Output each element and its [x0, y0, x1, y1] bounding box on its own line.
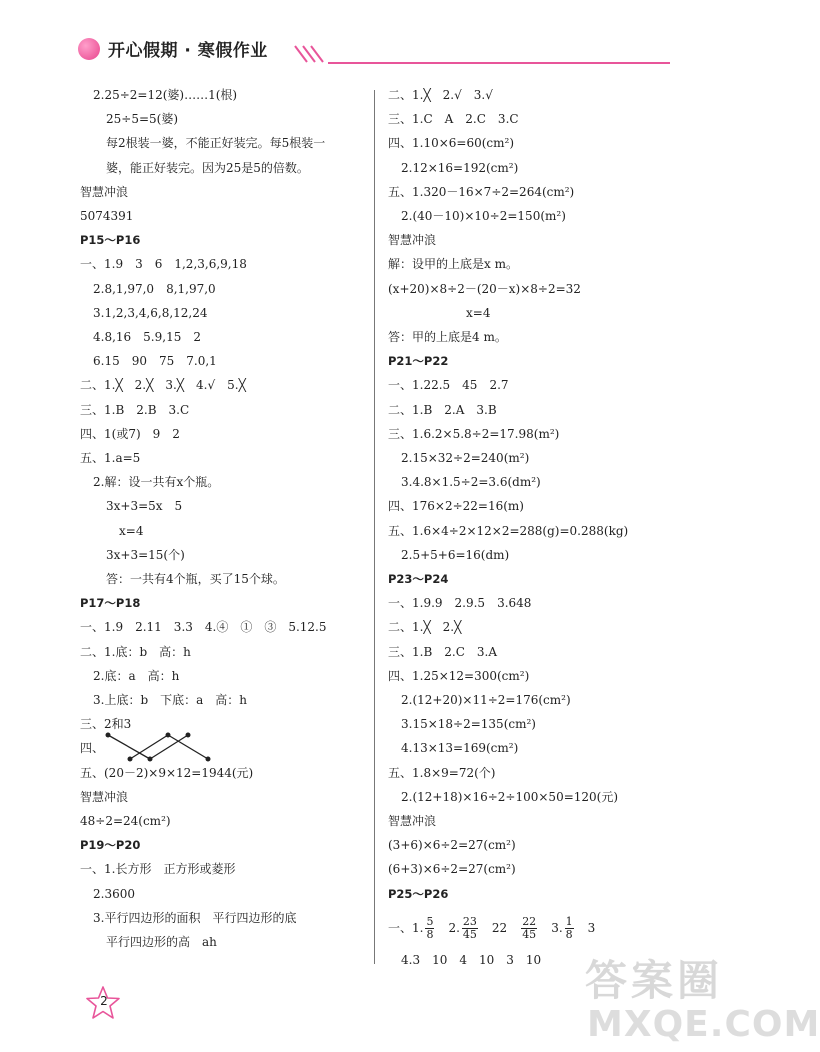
answer-line: 一、1.9 2.11 3.3 4.④ ① ③ 5.12.5	[80, 620, 327, 635]
answer-line: 2.(40－10)×10÷2=150(m²)	[401, 209, 566, 223]
answer-line: 三、1.C A 2.C 3.C	[388, 112, 519, 127]
answer-line: 智慧冲浪	[80, 789, 129, 804]
answer-line: 四、1.25×12=300(cm²)	[388, 668, 530, 683]
answer-line: 智慧冲浪	[388, 233, 437, 248]
answer-line: 2.底：a 高：h	[93, 668, 180, 683]
answer-line: 五、1.8×9=72(个)	[388, 765, 496, 780]
fraction-numerator: 22	[522, 914, 537, 928]
answer-line: (3+6)×6÷2=27(cm²)	[388, 838, 516, 853]
answer-line: 48÷2=24(cm²)	[80, 814, 171, 828]
answer-line: 3.平行四边形的面积 平行四边形的底	[93, 910, 297, 925]
answer-line: 2.5+5+6=16(dm)	[401, 547, 510, 562]
section-heading: P21～P22	[388, 354, 449, 369]
answer-line: 智慧冲浪	[80, 184, 129, 199]
header-title: 开心假期 · 寒假作业	[108, 41, 268, 61]
watermark-en: MXQE.COM	[587, 1004, 820, 1045]
section-heading: P17～P18	[80, 596, 141, 611]
answer-line: 3.15×18÷2=135(cm²)	[401, 717, 536, 732]
matching-line	[150, 735, 188, 759]
section-heading: P23～P24	[388, 572, 449, 586]
pink-circle-icon	[78, 38, 100, 60]
answer-line: 五、1.320－16×7÷2=264(cm²)	[388, 184, 575, 199]
answer-line: 2.12×16=192(cm²)	[401, 160, 519, 175]
answer-line: 2.15×32÷2=240(m²)	[401, 451, 530, 465]
answer-line: 每2根装一婆，不能正好装完。每5根装一	[106, 136, 326, 151]
answer-line: 三、1.B 2.B 3.C	[80, 402, 190, 417]
section-heading: P25～P26	[388, 886, 449, 901]
slash-decoration-icon	[293, 44, 329, 64]
answer-line: 平行四边形的高 ah	[106, 935, 217, 949]
fraction-denominator: 8	[426, 927, 434, 941]
answer-line: 三、2和3	[80, 717, 132, 732]
section-heading: P19～P20	[80, 838, 141, 853]
fraction-line-text: 3	[587, 920, 596, 935]
answer-line: 一、1.9 3 6 1,2,3,6,9,18	[80, 257, 247, 272]
fraction	[425, 916, 434, 941]
answer-line: 4.13×13=169(cm²)	[401, 741, 519, 756]
matching-dot	[128, 757, 133, 762]
answer-line: 四、	[80, 741, 105, 756]
fraction-numerator: 23	[462, 914, 477, 928]
answer-line: 一、1.22.5 45 2.7	[388, 378, 509, 393]
fraction-numerator: 5	[426, 914, 434, 928]
fraction-denominator: 45	[522, 927, 537, 941]
answer-line: 智慧冲浪	[388, 814, 437, 828]
answer-line: 2.(12+20)×11÷2=176(cm²)	[401, 693, 571, 707]
section-heading: P15～P16	[80, 233, 141, 248]
watermark	[585, 948, 820, 1048]
fraction-numerator: 1	[565, 914, 573, 928]
answer-line: 二、1.╳ 2.╳	[388, 620, 462, 635]
answer-line: 2.(12+18)×16÷2÷100×50=120(元)	[401, 789, 619, 804]
answer-line: 二、1.B 2.A 3.B	[388, 402, 497, 417]
fraction-denominator: 45	[462, 927, 477, 941]
fraction-answer-line	[388, 915, 595, 941]
answer-line: x=4	[466, 305, 491, 320]
answer-line: 3.1,2,3,4,6,8,12,24	[93, 305, 208, 320]
fraction-line-text: 3.	[551, 920, 563, 935]
answer-line: 四、1.10×6=60(cm²)	[388, 136, 515, 151]
answer-line: 4.3 10 4 10 3 10	[401, 952, 542, 967]
answer-line: 五、1.a=5	[80, 451, 141, 465]
fraction	[565, 916, 574, 941]
answer-line: 一、1.长方形 正方形或菱形	[80, 862, 236, 877]
answer-line: 三、1.6.2×5.8÷2=17.98(m²)	[388, 426, 560, 441]
page-header	[78, 34, 678, 74]
answer-line: 二、1.底：b 高：h	[80, 644, 191, 659]
answer-line: (x+20)×8÷2－(20－x)×8÷2=32	[388, 281, 581, 296]
matching-dot	[106, 733, 111, 738]
matching-line	[130, 735, 168, 759]
answer-line: 婆，能正好装完。因为25是5的倍数。	[106, 160, 309, 175]
answer-line: 五、1.6×4÷2×12×2=288(g)=0.288(kg)	[388, 523, 629, 538]
answer-line: 6.15 90 75 7.0,1	[93, 354, 217, 369]
answer-line: 2.3600	[93, 886, 135, 901]
answer-line: 答：一共有4个瓶，买了15个球。	[106, 572, 285, 586]
fraction-line-text: 2.	[448, 920, 460, 935]
answer-line: 二、1.╳ 2.╳ 3.╳ 4.√ 5.╳	[80, 378, 246, 393]
answer-line: 二、1.╳ 2.√ 3.√	[388, 88, 493, 102]
answer-line: 3.4.8×1.5÷2=3.6(dm²)	[401, 475, 541, 490]
page-number: 2	[100, 994, 108, 1008]
column-divider	[374, 90, 375, 964]
answer-line: 2.解：设一共有x个瓶。	[93, 475, 220, 490]
answer-line: (6+3)×6÷2=27(cm²)	[388, 862, 516, 877]
answer-line: 答：甲的上底是4 m。	[388, 330, 507, 344]
matching-dot	[148, 757, 153, 762]
answer-line: 3.上底：b 下底：a 高：h	[93, 693, 248, 707]
answer-line: 四、176×2÷22=16(m)	[388, 499, 524, 514]
answer-line: 一、1.9.9 2.9.5 3.648	[388, 596, 532, 611]
header-underline	[328, 62, 670, 64]
fraction-denominator: 8	[565, 927, 573, 941]
answer-line: 2.25÷2=12(婆)……1(根)	[93, 88, 238, 102]
answer-line: 4.8,16 5.9,15 2	[93, 330, 201, 344]
matching-dot	[186, 733, 191, 738]
answer-line: 解：设甲的上底是x m。	[388, 257, 518, 272]
answer-line: 三、1.B 2.C 3.A	[388, 644, 498, 659]
matching-lines-figure	[102, 731, 232, 765]
answer-line: 5074391	[80, 209, 134, 223]
answer-line: 五、(20－2)×9×12=1944(元)	[80, 765, 254, 780]
fraction	[521, 916, 537, 941]
fraction	[462, 916, 478, 941]
matching-line	[108, 735, 150, 759]
fraction-line-text: 22	[491, 920, 508, 935]
matching-dot	[166, 733, 171, 738]
matching-line	[168, 735, 208, 759]
answer-line: 3x+3=5x 5	[106, 499, 183, 514]
fraction-line-text: 一、1.	[388, 920, 424, 935]
matching-dot	[206, 757, 211, 762]
answer-line: 四、1(或7) 9 2	[80, 426, 180, 441]
answer-line: 2.8,1,97,0 8,1,97,0	[93, 281, 216, 296]
answer-line: 25÷5=5(婆)	[106, 112, 179, 127]
answer-line: 3x+3=15(个)	[106, 547, 185, 562]
answer-line: x=4	[119, 523, 144, 538]
watermark-cn: 答案圈	[585, 956, 724, 1005]
